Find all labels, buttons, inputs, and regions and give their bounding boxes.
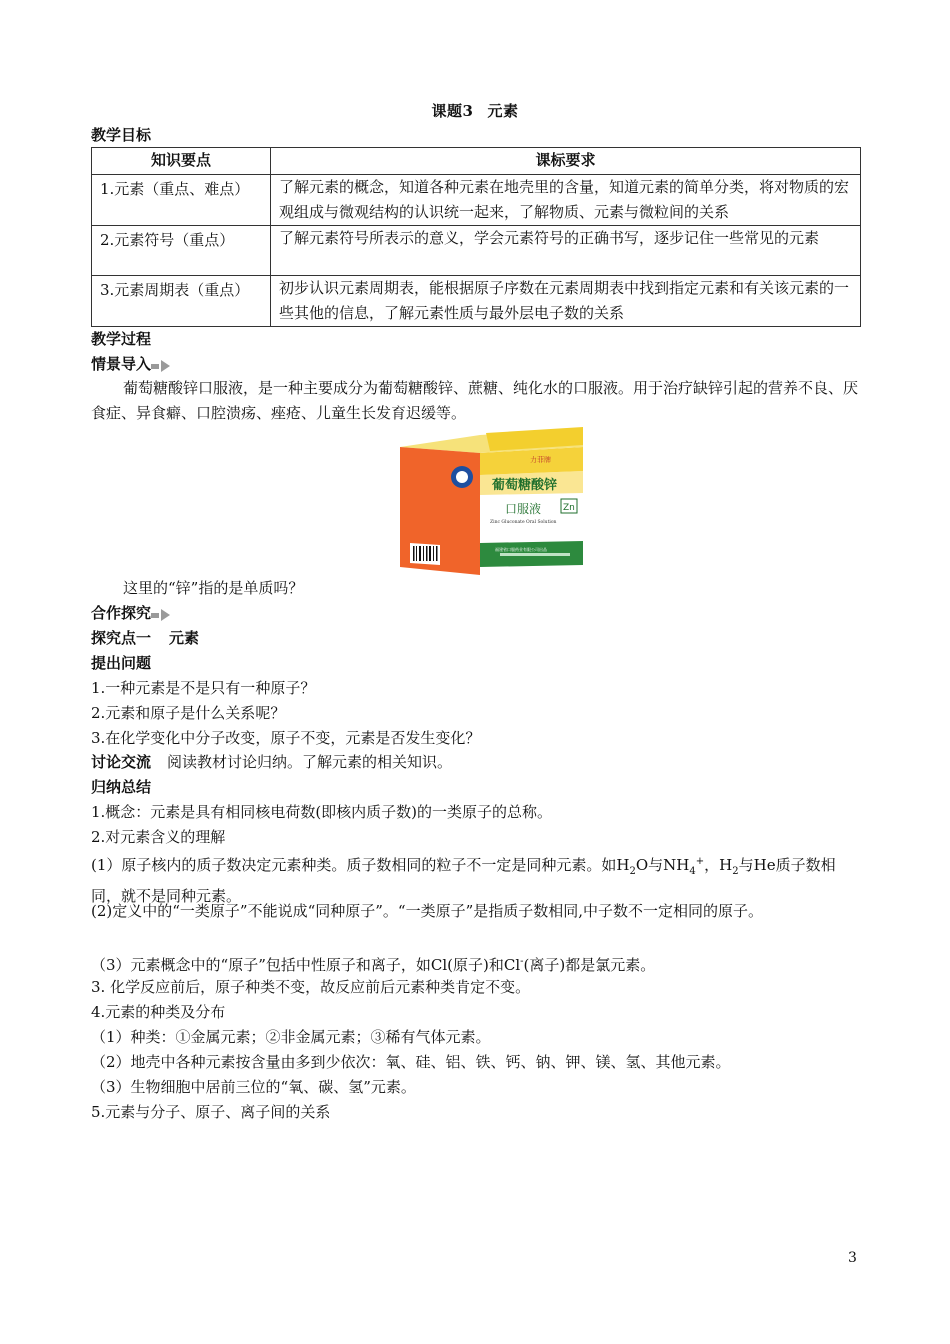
goals-table-header-row — [92, 148, 861, 175]
summary-point-3: 3. 化学反应前后，原子种类不变，故反应前后元素种类肯定不变。 — [91, 978, 531, 996]
box-zn: Zn — [563, 503, 575, 513]
text-part: ，H — [704, 856, 733, 874]
superscript: + — [695, 856, 705, 867]
ask-heading: 提出问题 — [91, 654, 152, 672]
header-standard-requirement: 课标要求 — [271, 148, 861, 175]
box-brand: 力菲牌 — [530, 456, 551, 464]
question-item: 2.元素和原子是什么关系呢？ — [91, 704, 286, 722]
intro-heading-row — [91, 354, 170, 375]
knowledge-point-cell: 1.元素（重点、难点） — [92, 175, 271, 226]
header-knowledge-point: 知识要点 — [92, 148, 271, 175]
goals-heading: 教学目标 — [91, 126, 152, 144]
discuss-text: 阅读教材讨论归纳。了解元素的相关知识。 — [167, 753, 453, 771]
requirement-cell: 了解元素符号所表示的意义，学会元素符号的正确书写，逐步记住一些常见的元素 — [271, 226, 861, 276]
summary-understanding-2: (2)定义中的“一类原子”不能说成“同种原子”。“一类原子”是指质子数相同,中子数不一定相同的原子。 — [91, 902, 764, 920]
text-part: O与NH — [635, 856, 690, 874]
coop-heading-row — [91, 603, 170, 624]
summary-point-4-3: （3）生物细胞中居前三位的“氧、碳、氢”元素。 — [91, 1078, 416, 1096]
knowledge-point-cell: 3.元素周期表（重点） — [92, 276, 271, 327]
table-row — [92, 276, 861, 327]
intro-heading: 情景导入 — [91, 355, 152, 373]
process-heading: 教学过程 — [91, 330, 152, 348]
summary-point-4: 4.元素的种类及分布 — [91, 1003, 226, 1021]
discuss-row — [91, 752, 452, 772]
knowledge-point-cell: 2.元素符号（重点） — [92, 226, 271, 276]
explore-label: 探究点一 — [91, 629, 152, 647]
intro-paragraph: 葡萄糖酸锌口服液，是一种主要成分为葡萄糖酸锌、蔗糖、纯化水的口服液。用于治疗缺锌引起的营养不良、厌食症、异食癖、口腔溃疡、痤疮、儿童生长发育迟缓等。 — [91, 379, 859, 422]
box-volume: 净含量 100ml — [486, 567, 512, 572]
text-part: 与He质子数相同，就不是同种元素。 — [91, 856, 836, 905]
discuss-label: 讨论交流 — [91, 753, 152, 771]
text-part: (1）原子核内的质子数决定元素种类。质子数相同的粒子不一定是同种元素。如H — [91, 856, 630, 874]
box-maker: 福建省口服药业有限公司出品 — [495, 547, 547, 552]
lesson-number: 课题3 — [431, 102, 474, 120]
summary-point-4-1: （1）种类：①金属元素；②非金属元素；③稀有气体元素。 — [91, 1028, 491, 1046]
summary-point-5: 5.元素与分子、原子、离子间的关系 — [91, 1103, 331, 1121]
subscript: 2 — [732, 866, 739, 877]
superscript: - — [520, 956, 524, 967]
arrow-right-icon — [151, 604, 170, 624]
box-spec: (10ml×10支) — [520, 567, 546, 572]
question-item: 3.在化学变化中分子改变，原子不变，元素是否发生变化？ — [91, 729, 481, 747]
box-form: 口服液 — [505, 502, 542, 516]
lesson-name: 元素 — [487, 102, 519, 120]
question-item: 1.一种元素是不是只有一种原子？ — [91, 679, 316, 697]
explore-heading — [91, 628, 199, 648]
table-row — [92, 175, 861, 226]
goals-table — [91, 147, 861, 327]
summary-concept: 1.概念：元素是具有相同核电荷数(即核内质子数)的一类原子的总称。 — [91, 803, 553, 821]
requirement-cell: 初步认识元素周期表，能根据原子序数在元素周期表中找到指定元素和有关该元素的一些其他的信息，了解元素性质与最外层电子数的关系 — [271, 276, 861, 327]
summary-heading: 归纳总结 — [91, 778, 152, 796]
subscript: 4 — [689, 866, 696, 877]
summary-understanding: 2.对元素含义的理解 — [91, 828, 226, 846]
lesson-title — [0, 100, 950, 121]
zinc-gluconate-box-image — [400, 425, 583, 575]
summary-understanding-3 — [91, 952, 655, 975]
summary-point-4-2: （2）地壳中各种元素按含量由多到少依次：氧、硅、铝、铁、钙、钠、钾、镁、氢、其他元素。 — [91, 1053, 731, 1071]
page-number: 3 — [848, 1250, 857, 1266]
box-english: Zinc Gluconate Oral Solution — [490, 520, 557, 525]
intro-question: 这里的“锌”指的是单质吗？ — [123, 579, 304, 597]
text-part: （3）元素概念中的“原子”包括中性原子和离子，如Cl(原子)和Cl — [91, 956, 521, 974]
coop-heading: 合作探究 — [91, 604, 152, 622]
requirement-cell: 了解元素的概念，知道各种元素在地壳里的含量，知道元素的简单分类，将对物质的宏观组成与微观结构的认识统一起来，了解物质、元素与微粒间的关系 — [271, 175, 861, 226]
table-row — [92, 226, 861, 276]
subscript: 2 — [629, 866, 636, 877]
explore-topic: 元素 — [169, 629, 200, 647]
text-part: (离子)都是氯元素。 — [523, 956, 656, 974]
arrow-right-icon — [151, 355, 170, 375]
box-name: 葡萄糖酸锌 — [492, 478, 558, 493]
